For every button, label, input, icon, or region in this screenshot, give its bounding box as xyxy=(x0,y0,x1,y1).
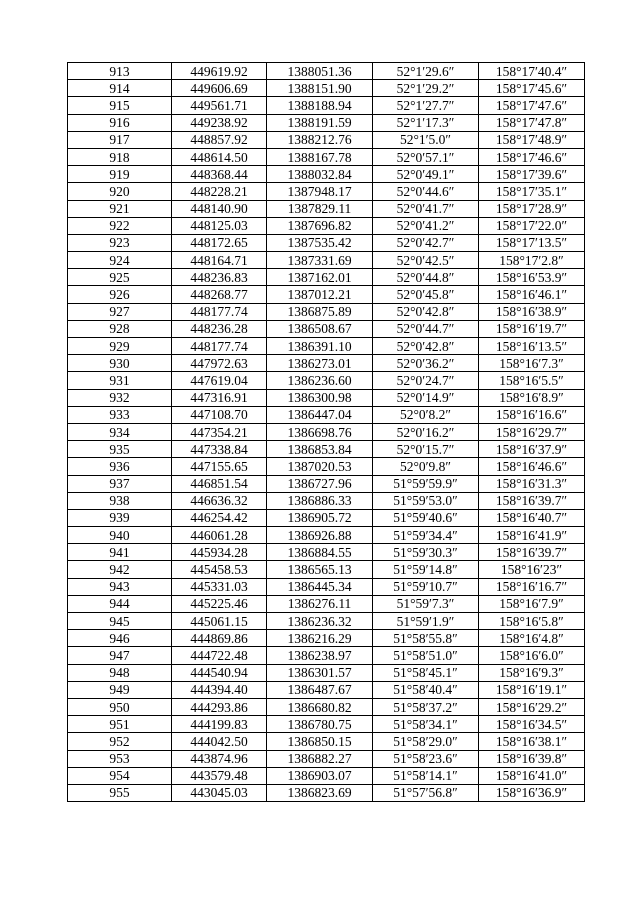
point-number-cell: 918 xyxy=(68,148,172,165)
y-coordinate-cell: 1388188.94 xyxy=(267,97,373,114)
longitude-cell: 158°17′40.4″ xyxy=(479,63,585,80)
latitude-cell: 51°59′14.8″ xyxy=(373,561,479,578)
point-number-cell: 932 xyxy=(68,389,172,406)
table-row xyxy=(68,630,585,647)
x-coordinate-cell: 448177.74 xyxy=(172,303,267,320)
latitude-cell: 52°0′41.7″ xyxy=(373,200,479,217)
table-row xyxy=(68,441,585,458)
table-row xyxy=(68,561,585,578)
table-row xyxy=(68,458,585,475)
table-row xyxy=(68,166,585,183)
y-coordinate-cell: 1386301.57 xyxy=(267,664,373,681)
x-coordinate-cell: 448368.44 xyxy=(172,166,267,183)
latitude-cell: 51°58′14.1″ xyxy=(373,767,479,784)
x-coordinate-cell: 449606.69 xyxy=(172,80,267,97)
table-row xyxy=(68,716,585,733)
latitude-cell: 52°0′9.8″ xyxy=(373,458,479,475)
longitude-cell: 158°16′31.3″ xyxy=(479,475,585,492)
y-coordinate-cell: 1386276.11 xyxy=(267,595,373,612)
longitude-cell: 158°16′41.9″ xyxy=(479,527,585,544)
x-coordinate-cell: 448172.65 xyxy=(172,234,267,251)
table-row xyxy=(68,784,585,801)
x-coordinate-cell: 448228.21 xyxy=(172,183,267,200)
y-coordinate-cell: 1386216.29 xyxy=(267,630,373,647)
y-coordinate-cell: 1388191.59 xyxy=(267,114,373,131)
x-coordinate-cell: 448164.71 xyxy=(172,252,267,269)
y-coordinate-cell: 1386780.75 xyxy=(267,716,373,733)
longitude-cell: 158°16′34.5″ xyxy=(479,716,585,733)
point-number-cell: 920 xyxy=(68,183,172,200)
point-number-cell: 930 xyxy=(68,355,172,372)
x-coordinate-cell: 446636.32 xyxy=(172,492,267,509)
point-number-cell: 925 xyxy=(68,269,172,286)
x-coordinate-cell: 446851.54 xyxy=(172,475,267,492)
point-number-cell: 917 xyxy=(68,131,172,148)
longitude-cell: 158°16′29.2″ xyxy=(479,698,585,715)
y-coordinate-cell: 1386905.72 xyxy=(267,509,373,526)
y-coordinate-cell: 1387020.53 xyxy=(267,458,373,475)
table-row xyxy=(68,269,585,286)
point-number-cell: 954 xyxy=(68,767,172,784)
table-row xyxy=(68,303,585,320)
point-number-cell: 936 xyxy=(68,458,172,475)
longitude-cell: 158°16′38.9″ xyxy=(479,303,585,320)
y-coordinate-cell: 1386886.33 xyxy=(267,492,373,509)
y-coordinate-cell: 1386875.89 xyxy=(267,303,373,320)
x-coordinate-cell: 445225.46 xyxy=(172,595,267,612)
point-number-cell: 926 xyxy=(68,286,172,303)
latitude-cell: 51°58′34.1″ xyxy=(373,716,479,733)
longitude-cell: 158°17′2.8″ xyxy=(479,252,585,269)
longitude-cell: 158°16′39.7″ xyxy=(479,544,585,561)
table-row xyxy=(68,320,585,337)
point-number-cell: 919 xyxy=(68,166,172,183)
longitude-cell: 158°16′36.9″ xyxy=(479,784,585,801)
y-coordinate-cell: 1386853.84 xyxy=(267,441,373,458)
point-number-cell: 943 xyxy=(68,578,172,595)
x-coordinate-cell: 444394.40 xyxy=(172,681,267,698)
latitude-cell: 52°1′17.3″ xyxy=(373,114,479,131)
longitude-cell: 158°16′46.6″ xyxy=(479,458,585,475)
longitude-cell: 158°16′19.1″ xyxy=(479,681,585,698)
point-number-cell: 933 xyxy=(68,406,172,423)
x-coordinate-cell: 449561.71 xyxy=(172,97,267,114)
y-coordinate-cell: 1387331.69 xyxy=(267,252,373,269)
latitude-cell: 52°0′42.8″ xyxy=(373,303,479,320)
longitude-cell: 158°16′53.9″ xyxy=(479,269,585,286)
latitude-cell: 51°59′59.9″ xyxy=(373,475,479,492)
longitude-cell: 158°16′6.0″ xyxy=(479,647,585,664)
x-coordinate-cell: 446254.42 xyxy=(172,509,267,526)
y-coordinate-cell: 1386926.88 xyxy=(267,527,373,544)
longitude-cell: 158°16′46.1″ xyxy=(479,286,585,303)
latitude-cell: 52°0′36.2″ xyxy=(373,355,479,372)
point-number-cell: 929 xyxy=(68,338,172,355)
x-coordinate-cell: 448236.28 xyxy=(172,320,267,337)
table-row xyxy=(68,63,585,80)
latitude-cell: 51°58′51.0″ xyxy=(373,647,479,664)
table-row xyxy=(68,475,585,492)
y-coordinate-cell: 1386238.97 xyxy=(267,647,373,664)
latitude-cell: 52°0′42.5″ xyxy=(373,252,479,269)
latitude-cell: 52°0′24.7″ xyxy=(373,372,479,389)
point-number-cell: 944 xyxy=(68,595,172,612)
y-coordinate-cell: 1386882.27 xyxy=(267,750,373,767)
longitude-cell: 158°16′5.5″ xyxy=(479,372,585,389)
x-coordinate-cell: 445061.15 xyxy=(172,613,267,630)
longitude-cell: 158°16′9.3″ xyxy=(479,664,585,681)
x-coordinate-cell: 449238.92 xyxy=(172,114,267,131)
table-row xyxy=(68,544,585,561)
longitude-cell: 158°16′39.7″ xyxy=(479,492,585,509)
latitude-cell: 51°59′7.3″ xyxy=(373,595,479,612)
latitude-cell: 52°0′15.7″ xyxy=(373,441,479,458)
table-row xyxy=(68,767,585,784)
x-coordinate-cell: 445934.28 xyxy=(172,544,267,561)
table-row xyxy=(68,80,585,97)
y-coordinate-cell: 1387012.21 xyxy=(267,286,373,303)
point-number-cell: 913 xyxy=(68,63,172,80)
x-coordinate-cell: 444540.94 xyxy=(172,664,267,681)
longitude-cell: 158°17′22.0″ xyxy=(479,217,585,234)
latitude-cell: 52°1′5.0″ xyxy=(373,131,479,148)
y-coordinate-cell: 1386445.34 xyxy=(267,578,373,595)
table-row xyxy=(68,527,585,544)
longitude-cell: 158°16′40.7″ xyxy=(479,509,585,526)
point-number-cell: 940 xyxy=(68,527,172,544)
latitude-cell: 51°59′10.7″ xyxy=(373,578,479,595)
latitude-cell: 52°0′16.2″ xyxy=(373,423,479,440)
y-coordinate-cell: 1387535.42 xyxy=(267,234,373,251)
x-coordinate-cell: 447619.04 xyxy=(172,372,267,389)
table-row xyxy=(68,114,585,131)
latitude-cell: 51°58′29.0″ xyxy=(373,733,479,750)
y-coordinate-cell: 1387162.01 xyxy=(267,269,373,286)
latitude-cell: 51°58′40.4″ xyxy=(373,681,479,698)
x-coordinate-cell: 448140.90 xyxy=(172,200,267,217)
latitude-cell: 52°0′44.8″ xyxy=(373,269,479,286)
x-coordinate-cell: 444042.50 xyxy=(172,733,267,750)
latitude-cell: 52°1′29.2″ xyxy=(373,80,479,97)
x-coordinate-cell: 444199.83 xyxy=(172,716,267,733)
latitude-cell: 51°59′30.3″ xyxy=(373,544,479,561)
y-coordinate-cell: 1388032.84 xyxy=(267,166,373,183)
y-coordinate-cell: 1388167.78 xyxy=(267,148,373,165)
point-number-cell: 941 xyxy=(68,544,172,561)
y-coordinate-cell: 1386487.67 xyxy=(267,681,373,698)
longitude-cell: 158°16′16.6″ xyxy=(479,406,585,423)
point-number-cell: 937 xyxy=(68,475,172,492)
latitude-cell: 51°59′1.9″ xyxy=(373,613,479,630)
point-number-cell: 945 xyxy=(68,613,172,630)
point-number-cell: 939 xyxy=(68,509,172,526)
longitude-cell: 158°16′41.0″ xyxy=(479,767,585,784)
point-number-cell: 938 xyxy=(68,492,172,509)
latitude-cell: 51°59′40.6″ xyxy=(373,509,479,526)
point-number-cell: 924 xyxy=(68,252,172,269)
latitude-cell: 52°0′45.8″ xyxy=(373,286,479,303)
longitude-cell: 158°16′7.3″ xyxy=(479,355,585,372)
x-coordinate-cell: 445458.53 xyxy=(172,561,267,578)
latitude-cell: 52°0′57.1″ xyxy=(373,148,479,165)
longitude-cell: 158°17′28.9″ xyxy=(479,200,585,217)
y-coordinate-cell: 1386273.01 xyxy=(267,355,373,372)
latitude-cell: 52°1′29.6″ xyxy=(373,63,479,80)
x-coordinate-cell: 448125.03 xyxy=(172,217,267,234)
table-row xyxy=(68,338,585,355)
point-number-cell: 934 xyxy=(68,423,172,440)
x-coordinate-cell: 447354.21 xyxy=(172,423,267,440)
point-number-cell: 951 xyxy=(68,716,172,733)
y-coordinate-cell: 1386508.67 xyxy=(267,320,373,337)
table-row xyxy=(68,509,585,526)
x-coordinate-cell: 448614.50 xyxy=(172,148,267,165)
longitude-cell: 158°16′29.7″ xyxy=(479,423,585,440)
y-coordinate-cell: 1388151.90 xyxy=(267,80,373,97)
table-row xyxy=(68,217,585,234)
longitude-cell: 158°16′39.8″ xyxy=(479,750,585,767)
x-coordinate-cell: 448268.77 xyxy=(172,286,267,303)
x-coordinate-cell: 446061.28 xyxy=(172,527,267,544)
x-coordinate-cell: 444722.48 xyxy=(172,647,267,664)
y-coordinate-cell: 1386300.98 xyxy=(267,389,373,406)
point-number-cell: 946 xyxy=(68,630,172,647)
coordinates-table-body xyxy=(68,63,585,802)
table-row xyxy=(68,372,585,389)
table-row xyxy=(68,389,585,406)
longitude-cell: 158°17′47.6″ xyxy=(479,97,585,114)
table-row xyxy=(68,647,585,664)
point-number-cell: 949 xyxy=(68,681,172,698)
table-row xyxy=(68,595,585,612)
table-row xyxy=(68,750,585,767)
point-number-cell: 942 xyxy=(68,561,172,578)
longitude-cell: 158°16′4.8″ xyxy=(479,630,585,647)
longitude-cell: 158°16′8.9″ xyxy=(479,389,585,406)
x-coordinate-cell: 447316.91 xyxy=(172,389,267,406)
point-number-cell: 916 xyxy=(68,114,172,131)
longitude-cell: 158°17′47.8″ xyxy=(479,114,585,131)
y-coordinate-cell: 1386391.10 xyxy=(267,338,373,355)
latitude-cell: 51°58′37.2″ xyxy=(373,698,479,715)
longitude-cell: 158°17′48.9″ xyxy=(479,131,585,148)
latitude-cell: 52°0′42.7″ xyxy=(373,234,479,251)
table-row xyxy=(68,252,585,269)
x-coordinate-cell: 443579.48 xyxy=(172,767,267,784)
longitude-cell: 158°16′16.7″ xyxy=(479,578,585,595)
table-row xyxy=(68,355,585,372)
latitude-cell: 51°59′53.0″ xyxy=(373,492,479,509)
y-coordinate-cell: 1388051.36 xyxy=(267,63,373,80)
table-row xyxy=(68,286,585,303)
table-row xyxy=(68,148,585,165)
x-coordinate-cell: 448177.74 xyxy=(172,338,267,355)
longitude-cell: 158°16′23″ xyxy=(479,561,585,578)
point-number-cell: 955 xyxy=(68,784,172,801)
y-coordinate-cell: 1386698.76 xyxy=(267,423,373,440)
y-coordinate-cell: 1386850.15 xyxy=(267,733,373,750)
table-row xyxy=(68,131,585,148)
point-number-cell: 914 xyxy=(68,80,172,97)
y-coordinate-cell: 1386680.82 xyxy=(267,698,373,715)
point-number-cell: 923 xyxy=(68,234,172,251)
point-number-cell: 931 xyxy=(68,372,172,389)
x-coordinate-cell: 443045.03 xyxy=(172,784,267,801)
point-number-cell: 928 xyxy=(68,320,172,337)
longitude-cell: 158°17′45.6″ xyxy=(479,80,585,97)
table-row xyxy=(68,681,585,698)
y-coordinate-cell: 1386236.60 xyxy=(267,372,373,389)
latitude-cell: 52°0′41.2″ xyxy=(373,217,479,234)
x-coordinate-cell: 448236.83 xyxy=(172,269,267,286)
longitude-cell: 158°16′37.9″ xyxy=(479,441,585,458)
latitude-cell: 52°1′27.7″ xyxy=(373,97,479,114)
coordinates-table xyxy=(67,62,585,802)
y-coordinate-cell: 1387948.17 xyxy=(267,183,373,200)
x-coordinate-cell: 447155.65 xyxy=(172,458,267,475)
y-coordinate-cell: 1386565.13 xyxy=(267,561,373,578)
table-row xyxy=(68,664,585,681)
latitude-cell: 52°0′49.1″ xyxy=(373,166,479,183)
y-coordinate-cell: 1387696.82 xyxy=(267,217,373,234)
longitude-cell: 158°17′46.6″ xyxy=(479,148,585,165)
point-number-cell: 947 xyxy=(68,647,172,664)
x-coordinate-cell: 447338.84 xyxy=(172,441,267,458)
table-row xyxy=(68,234,585,251)
y-coordinate-cell: 1386727.96 xyxy=(267,475,373,492)
latitude-cell: 51°58′45.1″ xyxy=(373,664,479,681)
latitude-cell: 51°59′34.4″ xyxy=(373,527,479,544)
y-coordinate-cell: 1386236.32 xyxy=(267,613,373,630)
point-number-cell: 950 xyxy=(68,698,172,715)
x-coordinate-cell: 444293.86 xyxy=(172,698,267,715)
longitude-cell: 158°17′35.1″ xyxy=(479,183,585,200)
y-coordinate-cell: 1388212.76 xyxy=(267,131,373,148)
point-number-cell: 935 xyxy=(68,441,172,458)
y-coordinate-cell: 1386884.55 xyxy=(267,544,373,561)
x-coordinate-cell: 443874.96 xyxy=(172,750,267,767)
table-row xyxy=(68,492,585,509)
longitude-cell: 158°16′19.7″ xyxy=(479,320,585,337)
latitude-cell: 52°0′44.7″ xyxy=(373,320,479,337)
table-row xyxy=(68,97,585,114)
y-coordinate-cell: 1386903.07 xyxy=(267,767,373,784)
latitude-cell: 51°58′55.8″ xyxy=(373,630,479,647)
longitude-cell: 158°16′7.9″ xyxy=(479,595,585,612)
point-number-cell: 952 xyxy=(68,733,172,750)
x-coordinate-cell: 444869.86 xyxy=(172,630,267,647)
y-coordinate-cell: 1386823.69 xyxy=(267,784,373,801)
x-coordinate-cell: 449619.92 xyxy=(172,63,267,80)
point-number-cell: 922 xyxy=(68,217,172,234)
point-number-cell: 948 xyxy=(68,664,172,681)
y-coordinate-cell: 1387829.11 xyxy=(267,200,373,217)
table-row xyxy=(68,183,585,200)
longitude-cell: 158°16′38.1″ xyxy=(479,733,585,750)
point-number-cell: 953 xyxy=(68,750,172,767)
point-number-cell: 915 xyxy=(68,97,172,114)
table-row xyxy=(68,733,585,750)
longitude-cell: 158°16′5.8″ xyxy=(479,613,585,630)
y-coordinate-cell: 1386447.04 xyxy=(267,406,373,423)
latitude-cell: 51°57′56.8″ xyxy=(373,784,479,801)
longitude-cell: 158°17′39.6″ xyxy=(479,166,585,183)
x-coordinate-cell: 445331.03 xyxy=(172,578,267,595)
x-coordinate-cell: 447972.63 xyxy=(172,355,267,372)
latitude-cell: 52°0′8.2″ xyxy=(373,406,479,423)
table-row xyxy=(68,698,585,715)
point-number-cell: 921 xyxy=(68,200,172,217)
latitude-cell: 52°0′44.6″ xyxy=(373,183,479,200)
longitude-cell: 158°17′13.5″ xyxy=(479,234,585,251)
x-coordinate-cell: 447108.70 xyxy=(172,406,267,423)
table-row xyxy=(68,406,585,423)
table-row xyxy=(68,578,585,595)
latitude-cell: 52°0′14.9″ xyxy=(373,389,479,406)
x-coordinate-cell: 448857.92 xyxy=(172,131,267,148)
table-row xyxy=(68,200,585,217)
longitude-cell: 158°16′13.5″ xyxy=(479,338,585,355)
table-row xyxy=(68,423,585,440)
latitude-cell: 52°0′42.8″ xyxy=(373,338,479,355)
point-number-cell: 927 xyxy=(68,303,172,320)
table-row xyxy=(68,613,585,630)
latitude-cell: 51°58′23.6″ xyxy=(373,750,479,767)
